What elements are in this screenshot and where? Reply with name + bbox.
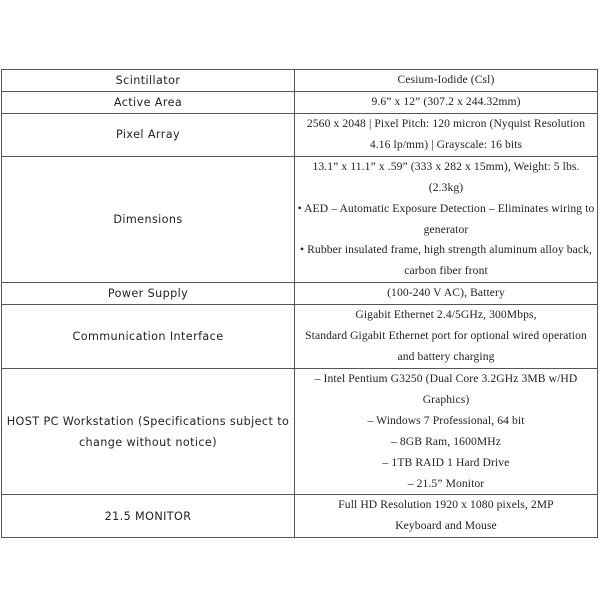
row-value-monitor [295,495,598,538]
row-label-power-supply: Power Supply [2,283,295,305]
row-label-scintillator: Scintillator [2,70,295,92]
row-value-pixel-array [295,114,598,157]
value-line: • Rubber insulated frame, high strength aluminum alloy back, carbon fiber front [299,243,593,278]
value-line: – 1TB RAID 1 Hard Drive [382,455,510,469]
value-line: – Intel Pentium G3250 (Dual Core 3.2GHz 3MB w/HD Graphics) [314,371,578,406]
table-row [2,70,598,92]
row-label-monitor: 21.5 MONITOR [2,495,295,538]
value-line: Cesium-Iodide (Csl) [397,73,495,87]
table-row [2,305,598,369]
value-line: • AED – Automatic Exposure Detection – Eliminates wiring to generator [297,201,595,236]
row-value-active-area [295,92,598,114]
value-line: – 21.5” Monitor [407,476,485,490]
value-line: – Windows 7 Professional, 64 bit [367,413,525,427]
spec-table [1,69,598,538]
row-label-host-pc-workstation: HOST PC Workstation (Specifications subject to change without notice) [2,368,295,494]
row-label-active-area: Active Area [2,92,295,114]
value-line: Full HD Resolution 1920 x 1080 pixels, 2MP [338,498,554,512]
row-value-power-supply [295,283,598,305]
row-value-host-pc-workstation [295,368,598,494]
row-value-communication-interface [295,305,598,369]
value-line: 13.1” x 11.1” x .59” (333 x 282 x 15mm), Weight: 5 lbs. (2.3kg) [312,159,580,194]
value-line: 2560 x 2048 | Pixel Pitch: 120 micron (Nyquist Resolution 4.16 lp/mm) | Grayscale: 16 bits [306,117,586,151]
row-label-pixel-array: Pixel Array [2,114,295,157]
value-line: Keyboard and Mouse [395,519,497,533]
table-row [2,156,598,282]
value-line: 9.6” x 12” (307.2 x 244.32mm) [371,95,521,109]
value-line: (100-240 V AC), Battery [387,286,505,300]
row-value-scintillator [295,70,598,92]
table-row [2,114,598,157]
table-row [2,495,598,538]
row-label-communication-interface: Communication Interface [2,305,295,369]
table-row [2,92,598,114]
value-line: Gigabit Ethernet 2.4/5GHz, 300Mbps, [355,308,537,322]
table-row [2,368,598,494]
value-line: – 8GB Ram, 1600MHz [390,434,501,448]
table-row [2,283,598,305]
value-line: Standard Gigabit Ethernet port for optional wired operation and battery charging [305,329,587,364]
row-label-dimensions: Dimensions [2,156,295,282]
row-value-dimensions [295,156,598,282]
